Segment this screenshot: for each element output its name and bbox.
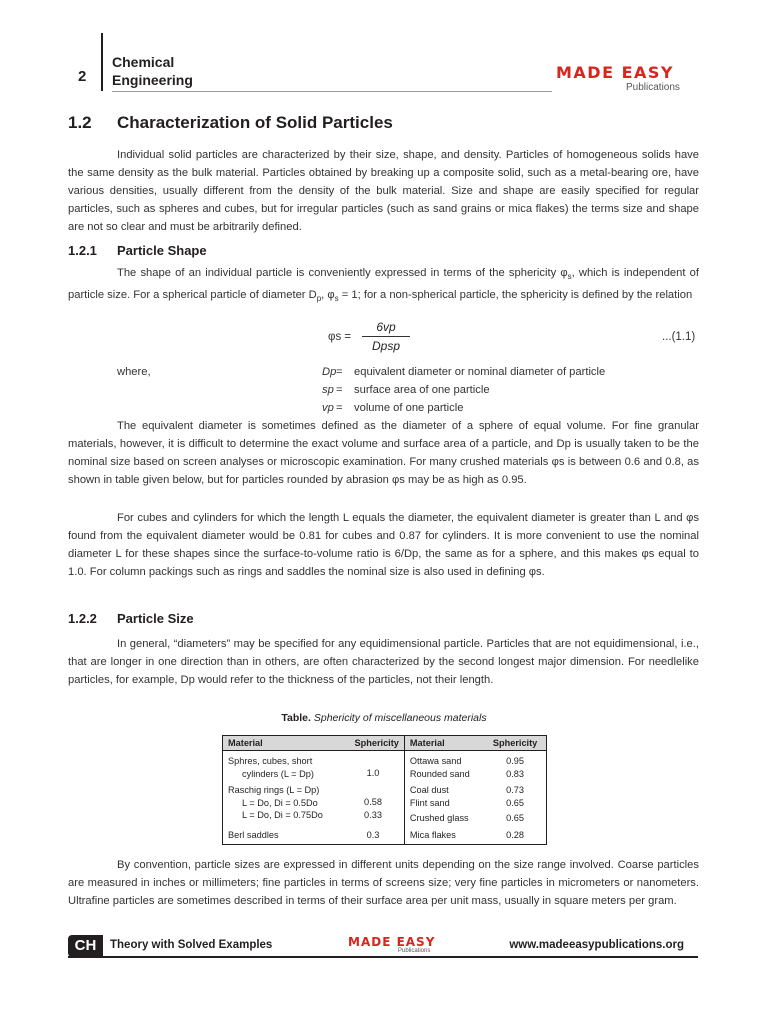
equation-number: ...(1.1) — [662, 331, 696, 343]
table-header: Sphericity — [484, 736, 546, 751]
publisher-logo-sub: Publications — [626, 82, 680, 93]
subsection-title: Particle Shape — [117, 243, 207, 258]
size-paragraph: In general, “diameters” may be specified for any equidimensional particle. Particles that are not equidimensional, i.e., that are longer in one direction than in others, are often characterized by the second longest major dimension. For needlelike particles, for example, Dp would refer to the thickness of the particles, not their length. — [68, 638, 699, 686]
shape-paragraph-2: The equivalent diameter is sometimes defined as the diameter of a sphere of equal volume. For fine granular materials, however, it is difficult to determine the exact volume and surface area of a particle, and Dp is usually taken to be the nominal size based on screen analyses or microscopic examination. For many crushed materials φs is between 0.6 and 0.8, as shown in table given below, but for particles rounded by abrasion φs may be as high as 0.95. — [68, 420, 699, 486]
section-heading — [68, 113, 393, 133]
footer-rule — [68, 956, 698, 958]
table-row: Berl saddles 0.3 Mica flakes 0.28 — [223, 825, 547, 845]
equation-denominator: Dpsp — [371, 339, 400, 353]
sphericity-table — [222, 735, 547, 845]
footer-text: Theory with Solved Examples — [110, 939, 273, 951]
subsection-number: 1.2.2 — [68, 611, 97, 626]
equation-numerator: 6vp — [376, 320, 396, 334]
shape-paragraph-1: The shape of an individual particle is conveniently expressed in terms of the sphericity $\varphi_s$, which is independent of particle size. For a spherical particle of diameter $D_p$, $\varphi_s = 1$; for a non-spherical particle, the sphericity is defined by the relation — [68, 267, 699, 304]
section-number: 1.2 — [68, 113, 92, 132]
chapter-title-line2: Engineering — [112, 72, 193, 88]
shape-paragraph-3: For cubes and cylinders for which the length L equals the diameter, the equivalent diameter is greater than L and φs found from the equivalent diameter would be 0.81 for cubes and 0.87 for cylinders. It is more convenient to use the nominal diameter L for these shapes since the surface-to-volume ratio is 6/Dp, the same as for a sphere, and this makes φs equal to 1.0. For column packings such as rings and saddles the nominal size is also used in defining φs. — [68, 512, 699, 578]
page-footer — [68, 935, 698, 957]
definition-item: sp = surface area of one particle — [322, 384, 490, 396]
where-label: where, — [117, 366, 151, 378]
definition-item: vp = volume of one particle — [322, 402, 464, 414]
subsection-heading-shape — [68, 243, 207, 258]
table-row: Raschig rings (L = Dp) L = Do, Di = 0.5Do L = Do, Di = 0.75Do 0.58 0.33 Coal dust Flint sand Crushed glass 0.73 0.65 0.65 — [223, 780, 547, 825]
table-header: Material — [404, 736, 484, 751]
table-header: Material — [223, 736, 343, 751]
footer-url[interactable]: www.madeeasypublications.org — [509, 939, 684, 951]
chapter-title — [112, 53, 193, 89]
header-rule — [112, 91, 552, 92]
fraction-bar — [362, 336, 410, 337]
page-number: 2 — [78, 68, 87, 85]
intro-paragraph: Individual solid particles are characterized by their size, shape, and density. Particles of homogeneous solids have the same density as the bulk material. Particles obtained by breaking up a composite solid, such as a metal-bearing ore, have various densities, usually different from the density of the bulk material. Size and shape are easily specified for regular particles, such as spheres and cubes, but for irregular particles (such as sand grains or mica flakes) the terms size and shape are not so clear and must be arbitrarily defined. — [68, 149, 699, 233]
subsection-title: Particle Size — [117, 611, 194, 626]
publisher-logo: MADE EASY — [556, 63, 675, 82]
section-title: Characterization of Solid Particles — [117, 113, 393, 132]
closing-paragraph: By convention, particle sizes are expressed in different units depending on the size range involved. Coarse particles are measured in inches or millimeters; fine particles in terms of screens size; very fine particles in micrometers or nanometers. Ultrafine particles are sometimes described in terms of their surface area per unit mass, usually in square meters per gram. — [68, 859, 699, 907]
footer-logo: MADE EASY — [348, 935, 436, 949]
equation-lhs: φs = — [328, 331, 352, 343]
definition-item: Dp= equivalent diameter or nominal diameter of particle — [322, 366, 606, 378]
equation-fraction — [362, 320, 410, 353]
subsection-number: 1.2.1 — [68, 243, 97, 258]
table-caption: Table. Sphericity of miscellaneous materials — [281, 712, 487, 724]
subsection-heading-size — [68, 611, 194, 626]
header-divider — [101, 33, 103, 91]
table-header: Sphericity — [342, 736, 404, 751]
table-header-row — [223, 736, 547, 751]
table-row: Sphres, cubes, short cylinders (L = Dp) 1.0 Ottawa sand Rounded sand 0.95 0.83 — [223, 751, 547, 781]
definition-list — [322, 363, 605, 417]
chapter-title-line1: Chemical — [112, 54, 175, 70]
chapter-badge: CH — [68, 935, 103, 957]
footer-logo-sub: Publications — [398, 948, 431, 954]
